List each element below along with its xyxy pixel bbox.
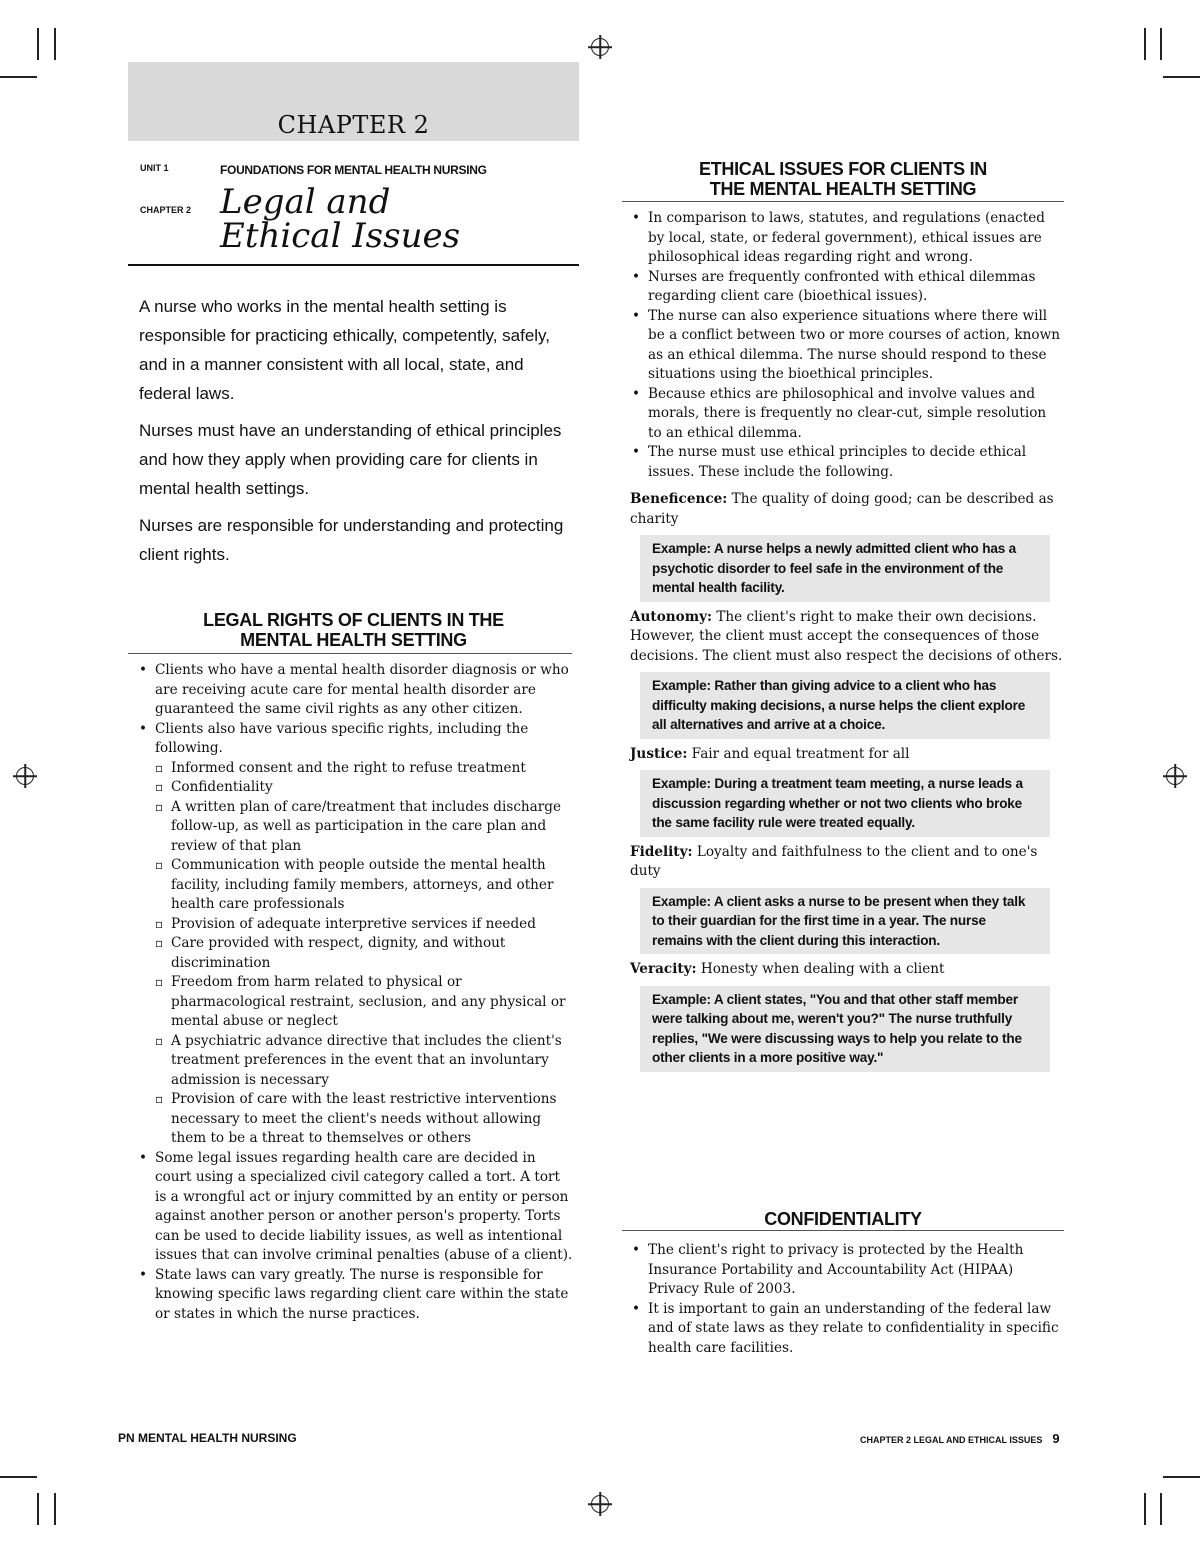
crop-mark [1160, 1493, 1162, 1525]
chapter-banner-label: CHAPTER 2 [277, 111, 430, 139]
principle-term: Fidelity: [630, 843, 693, 860]
confidentiality-list [630, 1241, 1064, 1358]
intro-paragraph: Nurses must have an understanding of ethical principles and how they apply when providing care for clients in mental health settings. [139, 421, 562, 498]
heading-line: MENTAL HEALTH SETTING [240, 630, 467, 650]
list-item: • The nurse must use ethical principles to decide ethical issues. These include the following. [630, 443, 1064, 482]
sub-list-item: ▫ Care provided with respect, dignity, and without discrimination [155, 934, 574, 973]
list-item: • Clients who have a mental health disorder diagnosis or who are receiving acute care for mental health disorder are guaranteed the same civil rights as any other citizen. [137, 661, 574, 720]
registration-mark-icon [591, 38, 609, 56]
crop-mark [1144, 1493, 1146, 1525]
list-item: • The nurse can also experience situations where there will be a conflict between two or more courses of action, known as an ethical dilemma. The nurse should respond to these situations using the bioethical principles. [630, 307, 1064, 385]
legal-rights-heading [128, 610, 579, 650]
intro [139, 292, 569, 577]
chapter-label: CHAPTER 2 [140, 205, 192, 215]
legal-rights-list [137, 661, 574, 1324]
section-rule [622, 201, 1064, 202]
chapter-rule [128, 264, 579, 266]
footer-book-title: PN MENTAL HEALTH NURSING [118, 1431, 297, 1445]
registration-mark-icon [591, 1495, 609, 1513]
example-box: Example: Rather than giving advice to a client who has difficulty making decisions, a nurse helps the client explore all alternatives and arrive at a choice. [640, 672, 1050, 739]
chapter-title-line: Legal and [220, 182, 391, 222]
example-box: Example: A nurse helps a newly admitted client who has a psychotic disorder to feel safe in the environment of the mental health facility. [640, 535, 1050, 602]
chapter-title-line: Ethical Issues [220, 216, 461, 256]
ethical-issues-heading [622, 159, 1064, 199]
example-box: Example: During a treatment team meeting, a nurse leads a discussion regarding whether or not two clients who broke the same facility rule were treated equally. [640, 770, 1050, 837]
section-rule [622, 1230, 1064, 1231]
principle-veracity [630, 960, 1064, 980]
list-item: • Because ethics are philosophical and involve values and morals, there is frequently no clear-cut, simple resolution to an ethical dilemma. [630, 385, 1064, 444]
sub-list-item: ▫ Provision of adequate interpretive services if needed [155, 915, 574, 935]
chapter-banner [128, 62, 579, 141]
list-item: • It is important to gain an understanding of the federal law and of state laws as they relate to confidentiality in specific health care facilities. [630, 1300, 1064, 1359]
crop-mark [54, 28, 56, 60]
confidentiality-heading: CONFIDENTIALITY [764, 1209, 922, 1229]
heading-line: THE MENTAL HEALTH SETTING [709, 179, 977, 199]
crop-mark [1160, 28, 1162, 60]
crop-mark [0, 1476, 37, 1478]
unit-label: UNIT 1 [140, 163, 169, 173]
crop-mark [1163, 1476, 1200, 1478]
heading-line: ETHICAL ISSUES FOR CLIENTS IN [699, 159, 987, 179]
principle-text: The client's right to make their own decisions. However, the client must accept the consequences of those decisions. The client must also respect the decisions of others. [630, 608, 1063, 664]
crop-mark [37, 1493, 39, 1525]
principle-term: Justice: [630, 745, 688, 762]
chapter-title [220, 182, 461, 256]
sub-list-item: ▫ Communication with people outside the mental health facility, including family members, attorneys, and other health care professionals [155, 856, 574, 915]
sub-list-item: ▫ A psychiatric advance directive that includes the client's treatment preferences in the event that an involuntary admission is necessary [155, 1032, 574, 1091]
principle-term: Autonomy: [630, 608, 713, 625]
list-item: • Nurses are frequently confronted with ethical dilemmas regarding client care (bioethical issues). [630, 268, 1064, 307]
crop-mark [0, 76, 37, 78]
registration-mark-icon [16, 767, 34, 785]
principle-justice [630, 745, 1064, 765]
crop-mark [1144, 28, 1146, 60]
list-item: • In comparison to laws, statutes, and regulations (enacted by local, state, or federal government), ethical issues are philosophical ideas regarding right and wrong. [630, 209, 1064, 268]
principle-text: Fair and equal treatment for all [687, 745, 910, 762]
unit-title: FOUNDATIONS FOR MENTAL HEALTH NURSING [220, 163, 487, 177]
registration-mark-icon [1166, 767, 1184, 785]
example-box: Example: A client asks a nurse to be present when they talk to their guardian for the first time in a year. The nurse remains with the client during this interaction. [640, 888, 1050, 955]
crop-mark [54, 1493, 56, 1525]
list-item: • State laws can vary greatly. The nurse is responsible for knowing specific laws regarding client care within the state or states in which the nurse practices. [137, 1266, 574, 1325]
principle-fidelity [630, 843, 1064, 882]
ethical-issues-content [630, 209, 1064, 1078]
intro-paragraph: Nurses are responsible for understanding and protecting client rights. [139, 516, 564, 564]
crop-mark [1163, 76, 1200, 78]
principle-text: Honesty when dealing with a client [696, 961, 945, 977]
list-item-text: Clients also have various specific rights, including the following. [155, 720, 529, 756]
list-item: • The client's right to privacy is protected by the Health Insurance Portability and Accountability Act (HIPAA) Privacy Rule of 2003. [630, 1241, 1064, 1300]
principle-term: Veracity: [630, 961, 697, 977]
crop-mark [37, 28, 39, 60]
sub-list-item: ▫ Informed consent and the right to refuse treatment [155, 759, 574, 779]
sub-list-item: ▫ Confidentiality [155, 778, 574, 798]
list-item: • Some legal issues regarding health care are decided in court using a specialized civil category called a tort. A tort is a wrongful act or injury committed by an entity or person against another person or another person's property. Torts can be used to decide liability issues, as well as intentional issues that can involve criminal penalties (abuse of a client). [137, 1149, 574, 1266]
principle-term: Beneficence: [630, 491, 728, 507]
sub-list-item: ▫ Provision of care with the least restrictive interventions necessary to meet the client's needs without allowing them to be a threat to themselves or others [155, 1090, 574, 1149]
principle-text: Loyalty and faithfulness to the client and to one's duty [630, 843, 1038, 879]
list-item [137, 720, 574, 1149]
heading-line: LEGAL RIGHTS OF CLIENTS IN THE [203, 610, 504, 630]
sub-list-item: ▫ Freedom from harm related to physical or pharmacological restraint, seclusion, and any physical or mental abuse or neglect [155, 973, 574, 1032]
sub-list-item: ▫ A written plan of care/treatment that includes discharge follow-up, as well as participation in the care plan and review of that plan [155, 798, 574, 857]
intro-paragraph: A nurse who works in the mental health setting is responsible for practicing ethically, competently, safely, and in a manner consistent with all local, state, and federal laws. [139, 297, 551, 403]
principle-beneficence [630, 490, 1064, 529]
principle-autonomy [630, 608, 1064, 667]
footer-chapter [860, 1431, 1060, 1446]
example-box: Example: A client states, "You and that other staff member were talking about me, weren't you?" The nurse truthfully replies, "We were discussing ways to help you relate to the other clients in a more positive way." [640, 986, 1050, 1072]
principle-text: The quality of doing good; can be described as charity [630, 491, 1054, 527]
footer-chapter-title: CHAPTER 2 LEGAL AND ETHICAL ISSUES [860, 1435, 1043, 1445]
page-number: 9 [1052, 1431, 1060, 1446]
section-rule [128, 653, 572, 654]
